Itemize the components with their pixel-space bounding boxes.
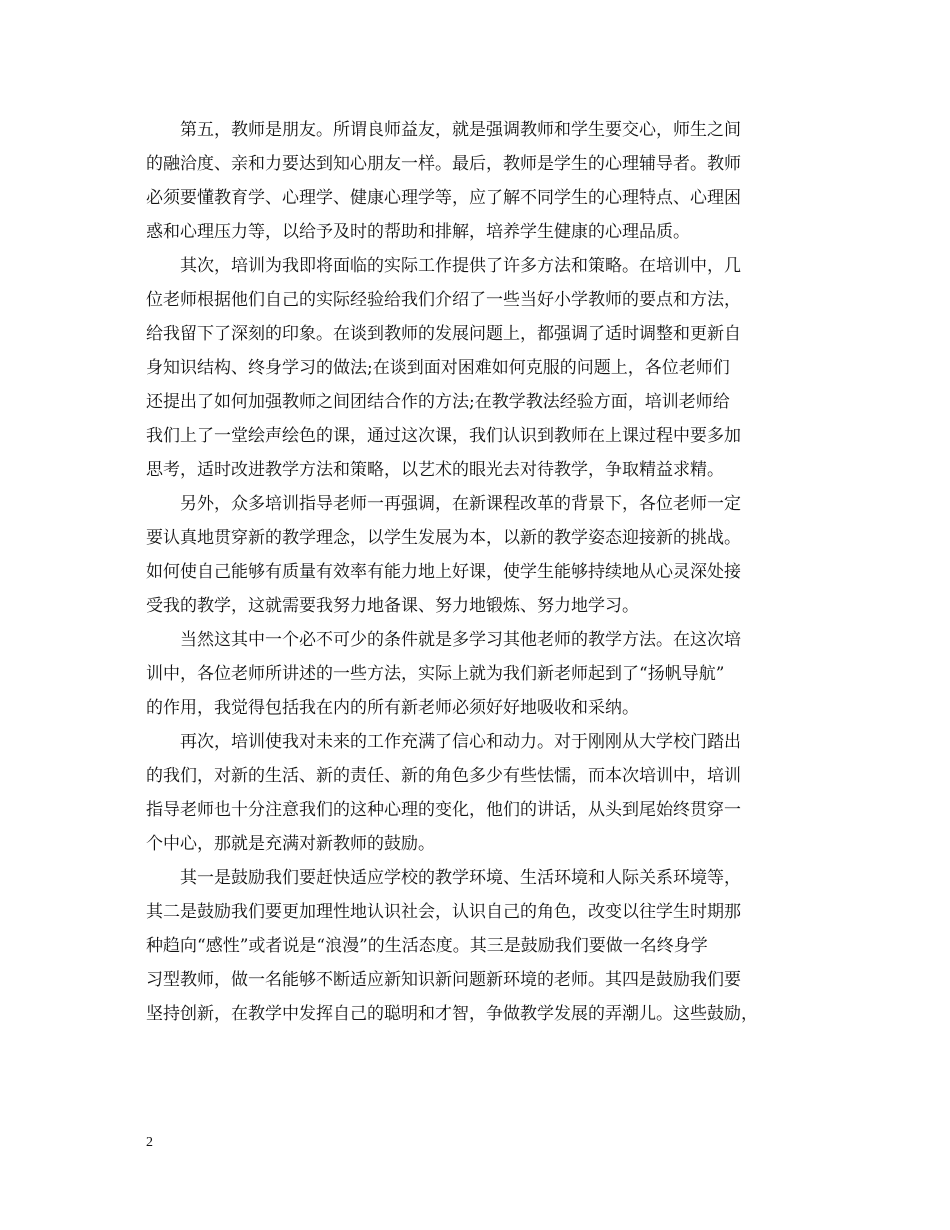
paragraph-6 [146,861,806,1031]
body-text [146,113,806,1031]
text-line: 其二是鼓励我们要更加理性地认识社会，认识自己的角色，改变以往学生时期那 [146,902,741,922]
text-line: 还提出了如何加强教师之间团结合作的方法;在教学教法经验方面，培训老师给 [146,392,730,412]
text-line: 个中心，那就是充满对新教师的鼓励。 [146,834,435,854]
text-line: 受我的教学，这就需要我努力地备课、努力地锻炼、努力地学习。 [146,596,639,616]
text-line: 其一是鼓励我们要赶快适应学校的教学环境、生活环境和人际关系环境等， [180,868,741,888]
text-line: 身知识结构、终身学习的做法;在谈到面对困难如何克服的问题上，各位老师们 [146,358,730,378]
text-line: 当然这其中一个必不可少的条件就是多学习其他老师的教学方法。在这次培 [180,630,741,650]
text-line: 的作用，我觉得包括我在内的所有新老师必须好好地吸收和采纳。 [146,698,639,718]
text-line: 训中，各位老师所讲述的一些方法，实际上就为我们新老师起到了“扬帆导航” [146,664,725,684]
text-line: 我们上了一堂绘声绘色的课，通过这次课，我们认识到教师在上课过程中要多加 [146,426,741,446]
text-line: 惑和心理压力等，以给予及时的帮助和排解，培养学生健康的心理品质。 [146,222,690,242]
text-line: 坚持创新，在教学中发挥自己的聪明和才智，争做教学发展的弄潮儿。这些鼓励， [146,1004,758,1024]
text-line: 第五，教师是朋友。所谓良师益友，就是强调教师和学生要交心，师生之间 [180,120,741,140]
text-line: 如何使自己能够有质量有效率有能力地上好课，使学生能够持续地从心灵深处接 [146,562,741,582]
text-line: 再次，培训使我对未来的工作充满了信心和动力。对于刚刚从大学校门踏出 [180,732,741,752]
text-line: 思考，适时改进教学方法和策略，以艺术的眼光去对待教学，争取精益求精。 [146,460,724,480]
paragraph-1 [146,113,806,249]
text-line: 的融洽度、亲和力要达到知心朋友一样。最后，教师是学生的心理辅导者。教师 [146,154,741,174]
text-line: 指导老师也十分注意我们的这种心理的变化，他们的讲话，从头到尾始终贯穿一 [146,800,741,820]
text-line: 另外，众多培训指导老师一再强调，在新课程改革的背景下，各位老师一定 [180,494,741,514]
text-line: 给我留下了深刻的印象。在谈到教师的发展问题上，都强调了适时调整和更新自 [146,324,741,344]
text-line: 的我们，对新的生活、新的责任、新的角色多少有些怯懦，而本次培训中，培训 [146,766,741,786]
paragraph-3 [146,487,806,623]
paragraph-5 [146,725,806,861]
text-line: 习型教师，做一名能够不断适应新知识新问题新环境的老师。其四是鼓励我们要 [146,970,741,990]
text-line: 其次，培训为我即将面临的实际工作提供了许多方法和策略。在培训中，几 [180,256,741,276]
page-number: 2 [146,1135,153,1150]
text-line: 种趋向“感性”或者说是“浪漫”的生活态度。其三是鼓励我们要做一名终身学 [146,936,708,956]
text-line: 位老师根据他们自己的实际经验给我们介绍了一些当好小学教师的要点和方法， [146,290,741,310]
text-line: 要认真地贯穿新的教学理念，以学生发展为本，以新的教学姿态迎接新的挑战。 [146,528,741,548]
paragraph-2 [146,249,806,487]
text-line: 必须要懂教育学、心理学、健康心理学等，应了解不同学生的心理特点、心理困 [146,188,741,208]
paragraph-4 [146,623,806,725]
